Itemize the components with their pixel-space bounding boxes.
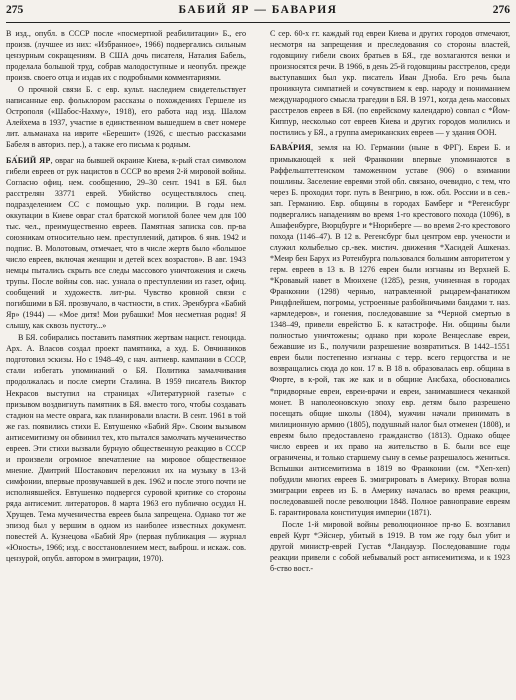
right-paragraph-1: С сер. 60-х гг. каждый год евреи Киева и других городов отмечают, несмотря на запрещения и преследования со стороны властей, годовщину гибели своих братьев в БЯ., где возлагаются венки и произносятся речи. В 1966, в день 25-й годовщины расстрелов, среди выступавших был укр. писатель Иван Дзюба. Его речь была проникнута симпатией и сочувствием к евр. народу и пониманием международного смысла трагедии в БЯ. В 1971, когда день массовых расстрелов евреев в БЯ. (по еврейскому календарю) совпал с *Йом-Киппур, несколько сот евреев Киева и других городов молились и постились у БЯ., а группа американских евреев — у здания ООН. (270, 29, 510, 138)
header-rule (6, 22, 510, 23)
entry-headword-bavariya: БАВА́РИЯ (270, 143, 312, 153)
entry-text-bavariya: , земля на Ю. Германии (ныне в ФРГ). Евреи Б. и примыкающей к ней Франконии впервые упоминаются в Раффельштеттенском таможенном уставе (906) о взимании пошлины. Заселение евреями этой обл. связано, очевидно, с тем, что через Б. проходил торг. путь в Венгрию, в юж. обл. России и в сев.-зап. Германию. Евр. общины в городах Бамберг и *Регенсбург подвергались нападениям во время 1-го крестового похода (1096), в Ашафенбурге, Вюрцбурге и *Нюрнберге — во время 2-го крестового похода (1146–47). В 12 в. Регенсбург был центром евр. учености и служил колыбелью ср.-век. мистич. движения *Хасидей Ашкеназ. *Меир бен Барух из Ротенбурга пользовался большим авторитетом у герм. евреев в 13 в. В 1276 евреи были изгнаны из Верхней Б. *Кровавый навет в Мюнхене (1285), резня, учиненная в городах Франконии (1298) чернью, натравленной рыцарем-фанатиком Риндфлейшем, погромы, устроенные разбойничьими бандами т. наз. «армледеров», и гонения, последовавшие за *Черной смертью в 1348–49, привели еврейство Б. к катастрофе. Ни. общины были полностью уничтожены; однако при короле Венцеславе евреи, бежавшие из Б., получили разрешение возвратиться. В 1442–1551 евреи были постепенно изгнаны с терр. всего герцогства и не возвращались сюда до кон. 17 в. В 18 в. образовалась евр. община в Фюрте, в к-рой, так же как и в общине Ансбаха, обосновались *придворные евреи, евреи-врачи и евреи, занимавшиеся чеканкой монет. В наполеоновскую эпоху евр. детям было разрешено посещать общие школы (1804), мужчин начали принимать в милиционную армию (1805), подушный налог был отменен (1808), и евреям было предоставлено гражданство (1813). Однако общее число евреев и их право на жительство в Б. были все еще ограничены, и только старшему сыну в семье разрешалось жениться. Вспышки антисемитизма в 1819 во Франконии (см. *Хеп-хеп) побудили многих евреев Б. эмигрировать в Америку. Вторая волна эмиграции евреев из Б. в Америку началась во время реакции, последовавшей после революции 1848. Полное равноправие евреям Б. гарантировала конституция империи (1871). (270, 143, 510, 518)
left-paragraph-4: В БЯ. собирались поставить памятник жертвам нацист. геноцида. Арх. А. Власов создал проект памятника, а худ. Б. Овчинников подготовил эскизы. Но с 1948–49, с нач. антиевр. кампании в СССР, стали избегать упоминаний о БЯ. Политика замалчивания продолжалась и после смерти Сталина. В 1959 писатель Виктор Некрасов выступил на страницах «Литературной газеты» с призывом воздвигнуть памятник в БЯ. вместо того, чтобы создавать стадион на месте оврага, как планировали власти. В сент. 1961 в той же газ. появились стихи Е. Евтушенко «Бабий Яр». Своим вызывом антисемитизму он обвинил тех, кто пытался замолчать мученичество евреев. Эти стихи вызвали бурную общественную реакцию в СССР и произвели огромное впечатление на мировое общественное мнение. Дмитрий Шостакович переложил их на музыку в 13-й симфонии, впервые прозвучавшей в дек. 1962 и после этого почти не исполнявшейся. Евтушенко подвергся суровой критике со стороны ряда антисемит. литераторов. 8 марта 1963 его публично осудил Н. Хрущев. Тема мученичества евреев была запрещена. Однако тот же эпизод был у вершим в одном из наиболее известных документ. повестей А. Кузнецова «Бабий Яр» (первая публикация — журнал «Юность», 1966; изд. с восстановлением мест, выброш. и искаж. сов. цензурой, опубл. автором в эмиграции, 1970). (6, 333, 246, 564)
left-paragraph-2: О прочной связи Б. с евр. культ. наследием свидетельствует написанные евр. фольклором рассказы о похождениях Гершеле из Острополя («Шабос-Нахму», 1918), его работа над изд. Шалом Алейхема в 1937, участие в единственном вышедшем в свет номере лит. альманаха на иврите «Берешит» (1926, с шестью рассказами Бабеля в авториз. пер.), а также его письма к родным. (6, 85, 246, 150)
right-column (270, 28, 510, 696)
entry-babiy-yar (6, 155, 246, 332)
entry-text-babiy-yar: , овраг на бывшей окраине Киева, к-рый стал символом гибели евреев от рук нацистов в СССР во время 2-й мировой войны. Согласно офиц. нем. сообщению, 29–30 сент. 1941 в БЯ. был расстрелян 33771 еврей. Убийство осуществлялось спец. подразделением СС с помощью укр. полиции. В годы нем. оккупации в Киеве овраг стал братской могилой более чем для 100 тыс. чел., преимущественно евреев. Памятная записка сов. пр-ва союзникам относительно нем. преступлений, датиров. 6 янв. 1942 и подпис. В. Молотовым, отмечает, что в числе жертв было «большое число евреев, включая женщин и детей всех возрастов». В авг. 1943 немцы пытались скрыть все следы массового уничтожения и сжечь трупы. После войны сов. нас. узнала о преступлении из газет, офиц. сообщений и художеств. лит-ры. Чувство кровной связи с погибшими в БЯ. прозвучало, в частности, в стих. Эренбурга «Бабий Яр» (1944) — «Мое дитя! Мои рубашки! Моя несметная родня! Я слышу, как сквозь пустоту...» (6, 155, 246, 331)
left-paragraph-1: В изд., опубл. в СССР после «посмертной реабилитации» Б., его произв. (лучшее из них: «Избранное», 1966) подвергались сильным цензурным сокращениям. В США дочь писателя, Наталия Бабель, проделала большой труд, собрав малодоступные и неопубл. прежде произв. своего отца и издав их с подробными комментариями. (6, 29, 246, 83)
running-header (6, 4, 510, 20)
page-number-right: 276 (492, 4, 510, 16)
page-number-left: 275 (6, 4, 24, 16)
entry-bavariya (270, 142, 510, 518)
running-title: БАБИЙ ЯР — БАВАРИЯ (178, 4, 338, 16)
left-column (6, 28, 246, 696)
entry-headword-babiy-yar: БА́БИЙ ЯР (6, 155, 51, 165)
right-paragraph-3: После 1-й мировой войны революционное пр-во Б. возглавил еврей Курт *Эйснер, убитый в 1919. В том же году был убит и другой министр-еврей Густав *Ландауэр. Последовавшие годы реакции привели с собой небывалый рост антисемитизма, и к 1923 б-ство вост.- (270, 520, 510, 574)
